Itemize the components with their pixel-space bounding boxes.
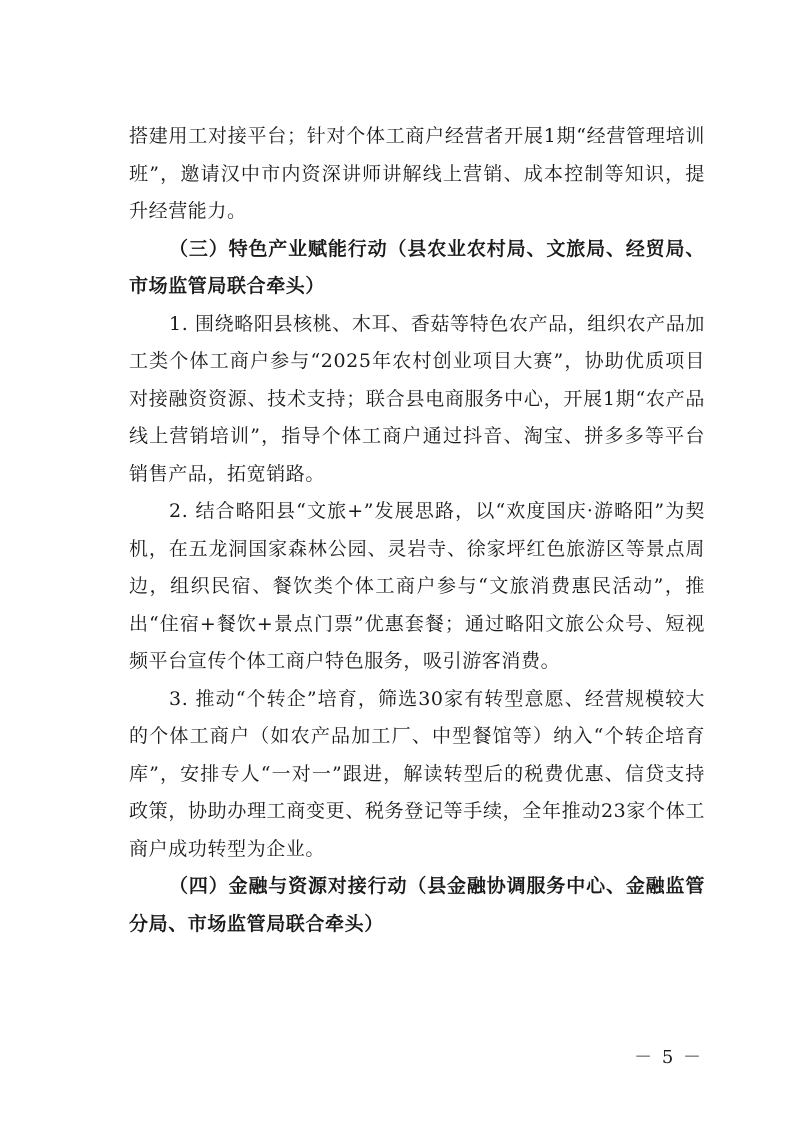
- section-heading-3: （三）特色产业赋能行动（县农业农村局、文旅局、经贸局、市场监管局联合牵头）: [129, 237, 705, 297]
- section-heading-4: （四）金融与资源对接行动（县金融协调服务中心、金融监管分局、市场监管局联合牵头）: [129, 875, 705, 935]
- document-body: [129, 118, 705, 943]
- body-paragraph-item-2: 2. 结合略阳县“文旅+”发展思路，以“欢度国庆·游略阳”为契机，在五龙洞国家森林公园、灵岩寺、徐家坪红色旅游区等景点周边，组织民宿、餐饮类个体工商户参与“文旅消费惠民活动”，推出“住宿+餐饮+景点门票”优惠套餐；通过略阳文旅公众号、短视频平台宣传个体工商户特色服务，吸引游客消费。: [129, 500, 705, 672]
- body-paragraph-item-1: 1. 围绕略阳县核桃、木耳、香菇等特色农产品，组织农产品加工类个体工商户参与“2025年农村创业项目大赛”，协助优质项目对接融资资源、技术支持；联合县电商服务中心，开展1期“农产品线上营销培训”，指导个体工商户通过抖音、淘宝、拼多多等平台销售产品，拓宽销路。: [129, 312, 705, 485]
- page-number: － 5 －: [634, 1047, 703, 1068]
- body-paragraph-item-3: 3. 推动“个转企”培育，筛选30家有转型意愿、经营规模较大的个体工商户（如农产品加工厂、中型餐馆等）纳入“个转企培育库”，安排专人“一对一”跟进，解读转型后的税费优惠、信贷支持政策，协助办理工商变更、税务登记等手续，全年推动23家个体工商户成功转型为企业。: [129, 687, 705, 860]
- body-paragraph-continued: 搭建用工对接平台；针对个体工商户经营者开展1期“经营管理培训班”，邀请汉中市内资深讲师讲解线上营销、成本控制等知识，提升经营能力。: [129, 125, 705, 222]
